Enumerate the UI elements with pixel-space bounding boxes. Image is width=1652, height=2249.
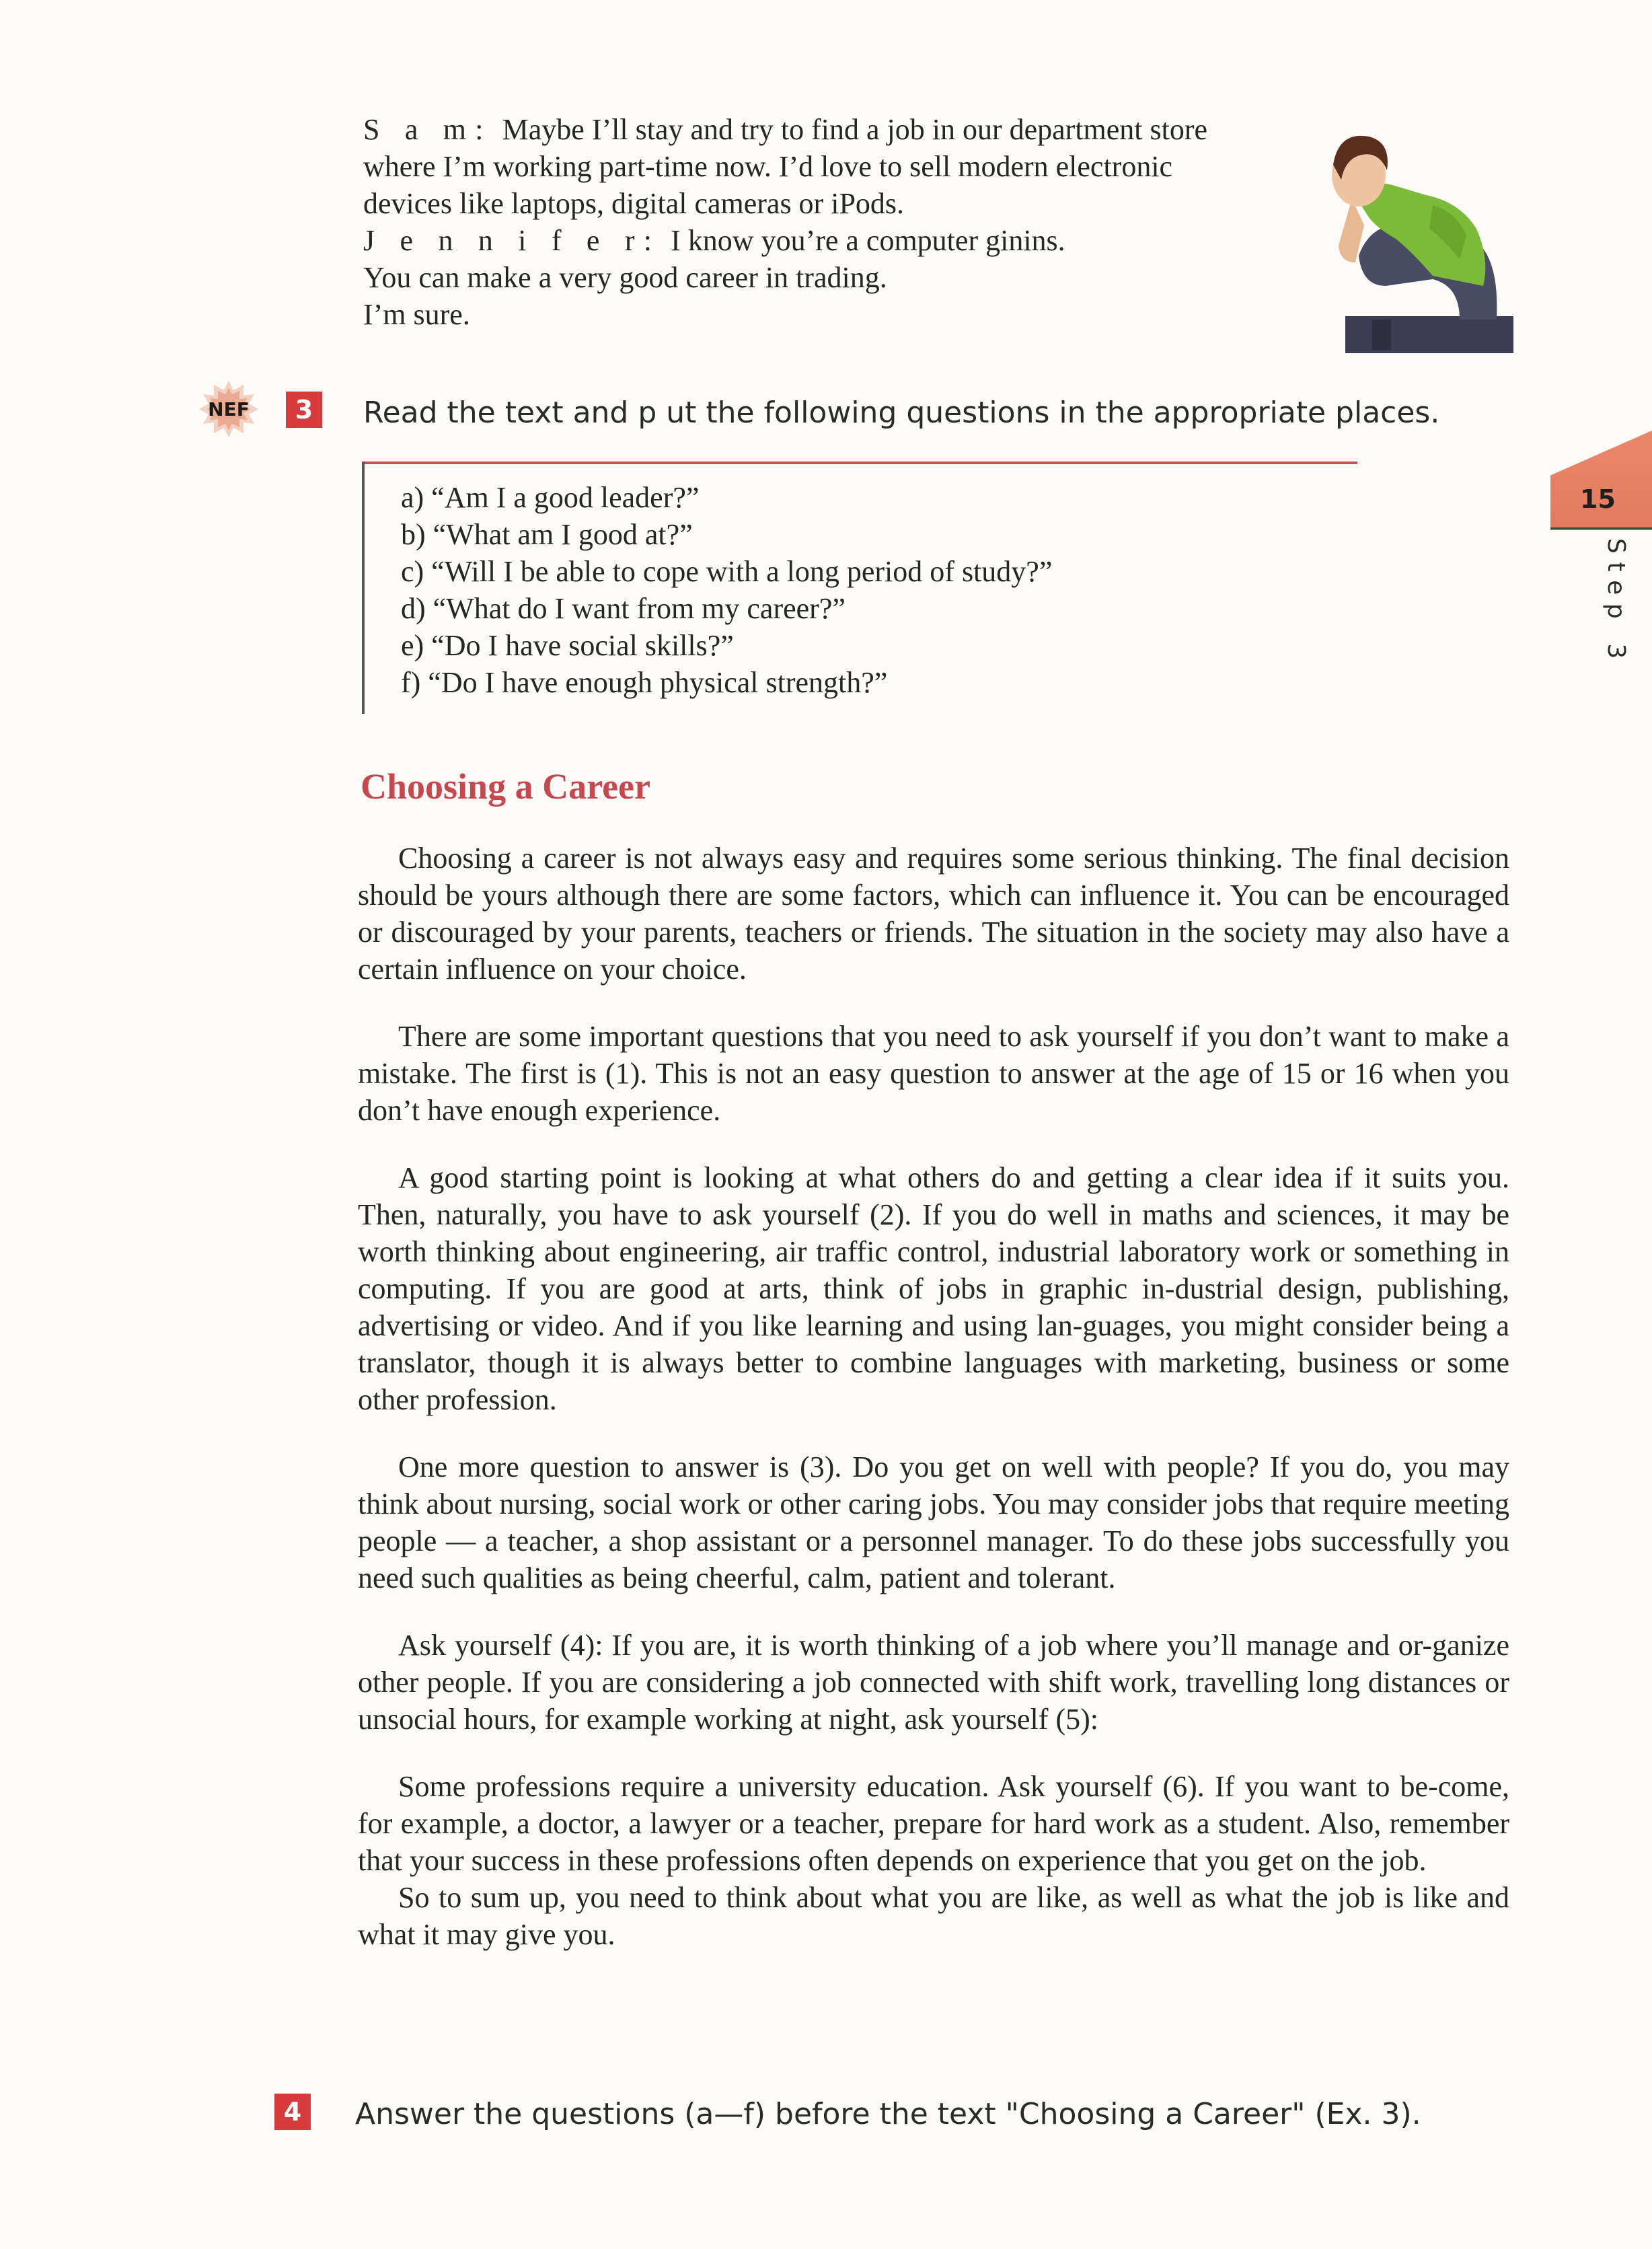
speaker-sam: S a m: [363, 113, 492, 146]
exercise-3-instruction: Read the text and p ut the following questions in the appropriate places. [363, 396, 1440, 430]
exercise-3-number: 3 [286, 392, 322, 428]
article-paragraph: A good starting point is looking at what others do and getting a clear idea if it suits you. Then, naturally, you have to ask yourself (2). If you do well in maths and sciences, it may be worth thinking about engineering, air traffic control, industrial laboratory work or something in computing. If you are good at arts, think of jobs in graphic in-dustrial design, publishing, advertising or video. And if you like learning and using lan-guages, you might consider being a translator, though it is always better to combine languages with marketing, business or some other profession. [358, 1161, 1509, 1416]
dialogue-text: Maybe I’ll stay and try to find a job in our department store [502, 113, 1208, 146]
dialogue-line [363, 222, 1305, 259]
question-item: d) “What do I want from my career?” [401, 592, 846, 625]
dialogue-text: I know you’re a computer ginins. [671, 224, 1065, 257]
page-side-tab [1550, 431, 1652, 679]
dialogue-line [363, 111, 1305, 148]
question-item: b) “What am I good at?” [401, 518, 693, 551]
question-item: c) “Will I be able to cope with a long period of study?” [401, 555, 1053, 588]
question-item: a) “Am I a good leader?” [401, 481, 700, 514]
question-item: f) “Do I have enough physical strength?” [401, 666, 888, 699]
nef-badge-text: NEF [208, 398, 250, 420]
article-title: Choosing a Career [361, 766, 650, 807]
dialogue [363, 111, 1305, 333]
dialogue-line: where I’m working part-time now. I’d love to sell modern electronic [363, 150, 1173, 183]
thinking-boy-illustration [1332, 118, 1517, 353]
dialogue-line: devices like laptops, digital cameras or iPods. [363, 187, 905, 220]
side-tab-divider [1550, 527, 1652, 529]
side-tab-wedge [1550, 431, 1652, 530]
questions-box-left-rule [362, 462, 365, 714]
article-paragraph: So to sum up, you need to think about what you are like, as well as what the job is like and what it may give you. [358, 1881, 1509, 1951]
article-paragraph: Choosing a career is not always easy and requires some serious thinking. The final decision should be yours although there are some factors, which can influence it. You can be encouraged or discouraged by your parents, teachers or friends. The situation in the society may also have a certain influence on your choice. [358, 842, 1509, 986]
question-item: e) “Do I have social skills?” [401, 629, 734, 662]
exercise-4-number: 4 [274, 2094, 311, 2130]
exercise-4-instruction: Answer the questions (a—f) before the text "Choosing a Career" (Ex. 3). [355, 2097, 1421, 2131]
nef-badge-icon [196, 378, 261, 439]
article-body [358, 840, 1509, 1953]
dialogue-line: You can make a very good career in trading. [363, 261, 887, 294]
step-label: Step 3 [1602, 538, 1630, 667]
questions-box-top-rule [362, 462, 1357, 464]
questions-box [362, 462, 1357, 714]
page-number: 15 [1580, 484, 1616, 514]
questions-list [401, 479, 1052, 701]
article-paragraph: One more question to answer is (3). Do you get on well with people? If you do, you may think about nursing, social work or other caring jobs. You may consider jobs that require meeting people — a teacher, a shop assistant or a personnel manager. To do these jobs successfully you need such qualities as being cheerful, calm, patient and tolerant. [358, 1450, 1509, 1594]
side-tab-color [1550, 431, 1652, 530]
article-paragraph: There are some important questions that you need to ask yourself if you don’t want to make a mistake. The first is (1). This is not an easy question to answer at the age of 15 or 16 when you don’t have enough experience. [358, 1020, 1509, 1127]
speaker-jennifer: J e n n i f e r: [363, 224, 661, 257]
article-paragraph: Ask yourself (4): If you are, it is worth thinking of a job where you’ll manage and or-ganize other people. If you are considering a job connected with shift work, travelling long distances or unsocial hours, for example working at night, ask yourself (5): [358, 1629, 1509, 1736]
article-paragraph: Some professions require a university education. Ask yourself (6). If you want to be-come, for example, a doctor, a lawyer or a teacher, prepare for hard work as a student. Also, remember that your success in these professions often depends on experience that you get on the job. [358, 1770, 1509, 1877]
dialogue-line: I’m sure. [363, 298, 470, 331]
